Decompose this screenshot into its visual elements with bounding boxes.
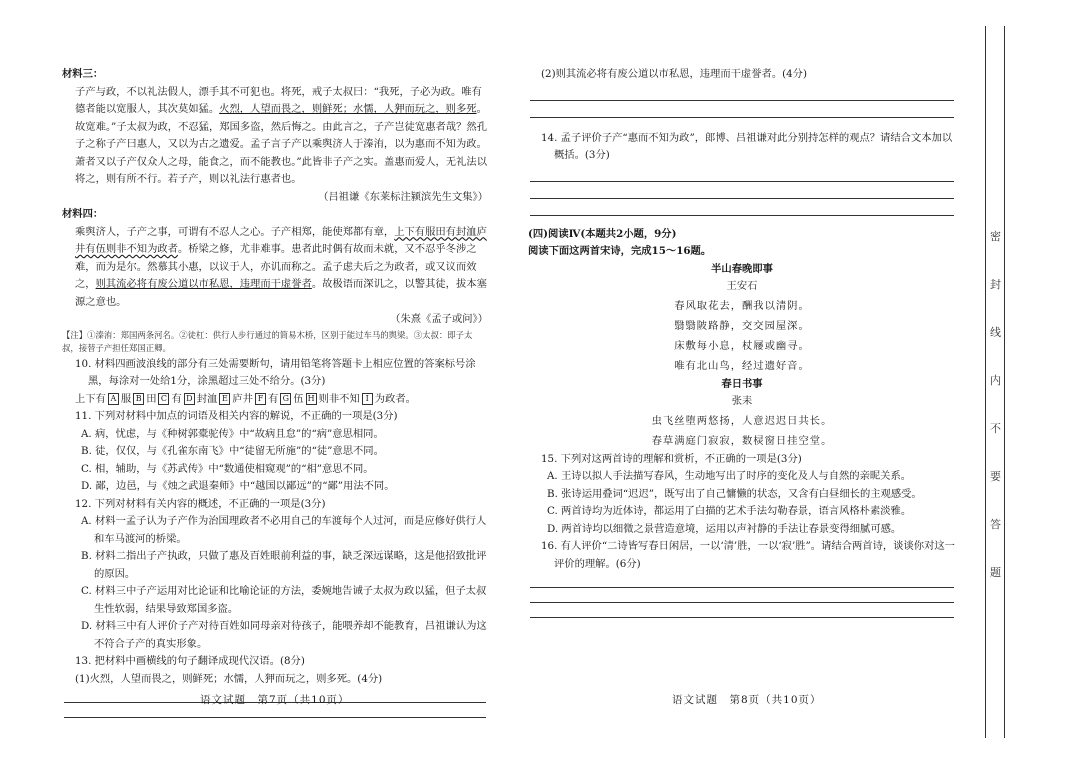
question-16: 16. 有人评价“二诗皆写春日闲居，一以‘清’胜，一以‘寂’胜”。请结合两首诗，谈谈你对这一评价的理解。(6分)	[541, 540, 955, 570]
question-13-1: (1)火烈，人望而畏之，则鲜死；水懦，人狎而玩之，则多死。(4分)	[75, 672, 383, 685]
q10-text-segment: 为政者。	[374, 392, 416, 405]
binding-char: 线	[990, 326, 1001, 339]
answer-line[interactable]	[530, 84, 954, 101]
poem-line: 春草满庭门寂寂，数棂窗日挂空堂。	[651, 434, 833, 447]
binding-char: 密	[990, 230, 1001, 243]
poem-1-body	[528, 296, 956, 376]
q10-text-segment: 服	[120, 392, 132, 405]
question-10: 10. 材料四画波浪线的部分有三处需要断句，请用铅笔将答题卡上相应位置的答案标号涂黑，每涂对一处给1分，涂黑超过三处不给分。(3分)	[75, 357, 476, 387]
poem-2-body	[528, 411, 956, 451]
question-13-2: (2)则其流必将有废公道以市私恩，违理而干虚誉者。(4分)	[541, 68, 807, 80]
question-13: 13. 把材料中画横线的句子翻译成现代汉语。(8分)	[75, 655, 305, 667]
q15-option-c: C. 两首诗均为近体诗，都运用了白描的艺术手法勾勒春景，语言风格朴素淡雅。	[547, 505, 912, 517]
answer-line[interactable]	[530, 165, 954, 182]
answer-line[interactable]	[530, 588, 954, 603]
q12-option-c: C. 材料三中子产运用对比论证和比喻论证的方法，委婉地告诫子太叔为政以猛，但子太叔生性软弱，结果导致郑国多盗。	[81, 585, 487, 615]
q12-option-a: A. 材料一孟子认为子产作为治国理政者不必用自己的车渡每个人过河，而是应修好供行人和车马渡河的桥梁。	[81, 515, 487, 545]
material-3-text: 子产与政，不以礼法假人，漂手其不可犯也。将死，戒子太叔曰：“我死，子必为政。唯有德者能以宽服人，其次莫如猛。火烈，人望而畏之，则鲜死；水懦，人狎而玩之，则多死。故宽难。”子太叔为政，不忍猛，郑国多盗，然后悔之。由此言之，子产岂徒宽惠者哉？然孔子之称子产曰惠人，又以为古之遗爱。孟子言子产以乘舆济人于溱洧，以为惠而不知为政。萧者又以子产仅众人之母，能食之，而不能教也。”此皆非子产之实。盖惠而爱人，无礼法以将之，则有所不行。若子产，则以礼法行惠者也。	[75, 85, 487, 185]
q10-break-sequence	[62, 391, 488, 409]
poem-line: 床敷每小息，杖屦或幽寻。	[674, 339, 810, 352]
binding-char: 要	[990, 470, 1001, 483]
answer-line[interactable]	[530, 182, 954, 199]
q10-break-option-f[interactable]: F	[255, 393, 266, 405]
q10-break-option-a[interactable]: A	[108, 393, 119, 405]
answer-line[interactable]	[530, 573, 954, 588]
q10-break-option-g[interactable]: G	[280, 393, 291, 405]
q10-text-segment: 有	[267, 392, 279, 405]
q10-text-segment: 则非不知	[318, 392, 360, 405]
binding-line	[1004, 26, 1005, 738]
question-12: 12. 下列对材料有关内容的概述，不正确的一项是(3分)	[75, 497, 326, 510]
poem-line: 春风取花去，酬我以清阴。	[674, 299, 810, 312]
q10-break-option-h[interactable]: H	[306, 393, 317, 405]
poem-2-title: 春日书事	[721, 377, 763, 390]
binding-char: 题	[990, 566, 1001, 579]
q10-break-option-e[interactable]: E	[219, 393, 230, 405]
q11-option-a: A. 病，忧虑，与《种树郭橐驼传》中“故病且怠”的“病”意思相同。	[81, 427, 384, 440]
q10-break-option-i[interactable]: I	[362, 393, 373, 405]
underlined-sentence-1: 火烈，人望而畏之，则鲜死；水懦，人狎而玩之，则多死	[219, 103, 477, 115]
material-4-source: （朱熹《孟子或问》）	[390, 313, 488, 325]
answer-line[interactable]	[530, 603, 954, 618]
answer-line[interactable]	[530, 199, 954, 216]
right-page	[528, 66, 956, 618]
q12-option-b: B. 材料二指出子产执政，只做了惠及百姓眼前利益的事，缺乏深远谋略，这是他招致批评的原因。	[81, 550, 487, 580]
binding-char: 内	[990, 374, 1001, 387]
poem-line: 翳翳陂路静，交交园屋深。	[674, 319, 810, 332]
q10-break-option-b[interactable]: B	[133, 393, 144, 405]
q15-option-a: A. 王诗以拟人手法描写春风，生动地写出了时序的变化及人与自然的亲昵关系。	[547, 470, 912, 482]
section-4-heading: (四)阅读Ⅳ(本题共2小题，9分)	[528, 227, 677, 240]
material-4-title: 材料四：	[62, 208, 104, 220]
answer-line[interactable]	[530, 101, 954, 118]
binding-char: 不	[990, 422, 1001, 435]
q12-option-d: D. 材料三中有人评价子产对待百姓如同母亲对待孩子，能喂养却不能教育，吕祖谦认为这不符合子产的真实形象。	[81, 620, 487, 650]
q10-text-segment: 伍	[293, 392, 304, 405]
material-3-source: （吕祖谦《东莱标注颍滨先生文集》）	[318, 190, 488, 203]
poem-1-author: 王安石	[726, 280, 758, 292]
material-4-text: 乘舆济人，子产之事，可谓有不忍人之心。子产相郑，能使郑都有章，上下有服田有封洫庐井有伍则非不知为政者。桥梁之修，尤非难事。患者此时偶有故而未就，又不忍乎冬涉之难，而为是尔。然慕其小惠，以议于人，亦讥而称之。孟子虑夫后之为政者，或又议而效之，则其流必将有废公道以市私恩，违理而干虚誉者。故极语而深讥之，以警其徒，拔本塞源之意也。	[75, 225, 487, 308]
binding-char: 封	[990, 278, 1001, 291]
poem-line: 虫飞丝堕两悠扬，人意迟迟日共长。	[651, 414, 833, 427]
q10-text-segment: 田	[146, 392, 157, 405]
q11-option-d: D. 鄙，边邑，与《烛之武退秦师》中“越国以鄙远”的“鄙”用法不同。	[81, 480, 395, 492]
q10-break-option-d[interactable]: D	[184, 393, 195, 405]
q10-break-option-c[interactable]: C	[158, 393, 169, 405]
q11-option-c: C. 相，辅助，与《苏武传》中“数通使相窥观”的“相”意思不同。	[81, 462, 374, 475]
binding-line	[985, 26, 986, 738]
q15-option-b: B. 张诗运用叠词“迟迟”，既写出了自己慵懒的状态，又含有白昼细长的主观感受。	[547, 487, 922, 500]
wavy-line-passage: 上下有服田有封洫庐井有伍则非不知为政者	[75, 225, 487, 255]
poem-1-title: 半山春晚即事	[711, 262, 773, 275]
footer-page-8: 语文试题 第8页（共10页）	[672, 694, 822, 706]
q10-text-segment: 庐井	[232, 392, 253, 405]
question-14: 14. 孟子评价子产“惠而不知为政”，郎博、吕祖谦对此分别持怎样的观点？请结合文本加以概括。(3分)	[541, 131, 953, 161]
q10-text-segment: 有	[171, 392, 182, 405]
footer-page-7: 语文试题 第7页（共10页）	[200, 694, 350, 706]
question-11: 11. 下列对材料中加点的词语及相关内容的解说，不正确的一项是(3分)	[75, 410, 398, 422]
binding-char: 答	[990, 518, 1001, 531]
q15-option-d: D. 两首诗均以细微之景营造意境，运用以声衬静的手法让春景变得细腻可感。	[547, 522, 902, 535]
section-4-instruction: 阅读下面这两首宋诗，完成15～16题。	[528, 245, 712, 257]
annotation-note: 【注】①溱洧：郑国两条河名。②徒杠：供行人步行通过的简易木桥，区别于能过车马的舆梁。③太叔：即子太叔，接替子产担任郑国正卿。	[62, 329, 473, 353]
material-3-title: 材料三：	[62, 68, 104, 80]
question-15: 15. 下列对这两首诗的理解和赏析，不正确的一项是(3分)	[541, 452, 802, 465]
poem-line: 唯有北山鸟，经过遗好音。	[674, 359, 810, 372]
left-page	[62, 66, 488, 718]
underlined-sentence-2: 则其流必将有废公道以市私恩，违理而干虚誉者	[95, 278, 312, 290]
poem-2-author: 张耒	[731, 395, 753, 407]
q10-text-segment: 上下有	[75, 392, 106, 405]
q11-option-b: B. 徒，仅仅，与《孔雀东南飞》中“徒留无所施”的“徒”意思不同。	[81, 445, 384, 457]
q10-text-segment: 封洫	[196, 392, 218, 405]
